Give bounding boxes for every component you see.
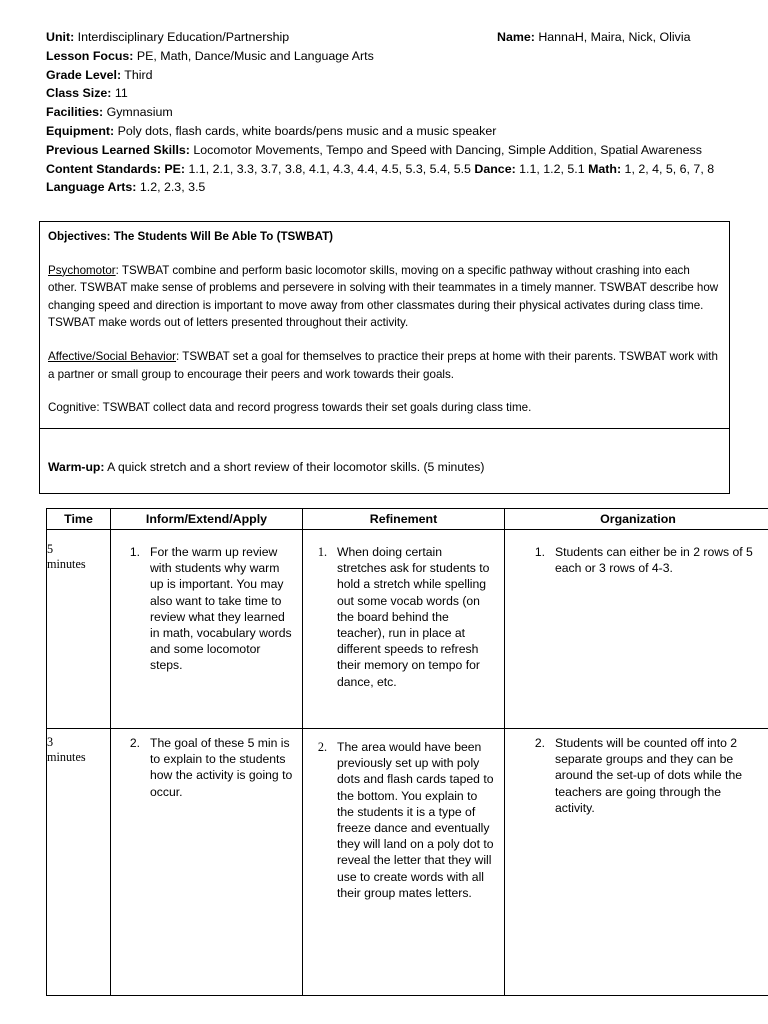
item-text: For the warm up review with students why warm up is important. You may also want to take time to review what they learned in math, vocabulary words and some locomotor steps. [150,545,292,673]
standards-math-label: Math: [588,161,622,176]
lesson-header [46,28,736,197]
inform-cell [111,530,303,729]
time-value: 5 [47,542,54,556]
skills-label: Previous Learned Skills: [46,142,190,157]
class-size-line [46,84,736,103]
item-number: 2. [129,736,140,750]
class-size-value: 11 [111,86,128,101]
unit-value: Interdisciplinary Education/Partnership [74,30,290,44]
time-unit: minutes [47,750,86,764]
time-value: 3 [47,735,54,749]
psychomotor-text: : TSWBAT combine and perform basic locomotor skills, moving on a specific pathway without crashing into each other. TSWBAT make sense of problems and persevere in solving with their teammates in a timely manner. TSWBAT describe how changing speed and direction is important to move away from other classmates during their physical activates during class time. TSWBAT make words out of letters presented throughout their activity. [48,263,719,330]
facilities-label: Facilities: [46,105,104,120]
psychomotor-objective [48,262,721,332]
table-row [47,530,768,729]
standards-dance-value: 1.1, 1.2, 5.1 [515,161,589,176]
item-text: The goal of these 5 min is to explain to the students how the activity is going to occur. [150,736,293,799]
standards-line [46,160,736,198]
table-row [47,729,768,996]
item-text: When doing certain stretches ask for students to hold a stretch while spelling out some vocab words (on the board behind the teacher), run in place at different speeds to refresh their memory on tempo for dance, etc. [337,545,490,689]
standards-dance-label: Dance: [474,161,516,176]
class-size-label: Class Size: [46,86,112,101]
equipment-line [46,122,736,141]
objectives-title: Objectives: The Students Will Be Able To (TSWBAT) [48,230,334,243]
item-number: 2. [534,736,545,750]
item-number: 1. [534,545,545,559]
organization-cell [505,729,768,996]
list-item [111,729,302,800]
item-text: Students can either be in 2 rows of 5 each or 3 rows of 4-3. [555,545,753,576]
affective-objective [48,348,721,383]
warmup-text: A quick stretch and a short review of their locomotor skills. (5 minutes) [104,460,485,474]
grade-value: Third [121,67,153,82]
student-names [497,28,691,47]
time-cell [47,530,111,729]
refinement-cell [303,729,505,996]
time-cell [47,729,111,996]
list-item [505,729,768,816]
warmup-label: Warm-up: [48,460,105,474]
objectives-box [39,221,730,429]
standards-pe-label: Content Standards: PE: [46,161,186,176]
list-item [111,530,302,674]
header-time: Time [47,509,111,530]
refinement-cell [303,530,505,729]
focus-label: Lesson Focus: [46,48,134,63]
standards-math-value: 1, 2, 4, 5, 6, 7, 8 [621,161,715,176]
focus-line [46,47,736,66]
list-item [303,530,504,690]
equipment-value: Poly dots, flash cards, white boards/pens music and a music speaker [114,123,497,138]
header-inform: Inform/Extend/Apply [111,509,303,530]
item-text: The area would have been previously set up with poly dots and flash cards taped to the bottom. You explain to the students it is a type of freeze dance and eventually they will land on a poly dot to reveal the letter that they will use to create words with all their group mates letters. [337,740,494,900]
facilities-value: Gymnasium [103,105,173,120]
equipment-label: Equipment: [46,123,115,138]
psychomotor-label: Psychomotor [48,263,116,277]
affective-label: Affective/Social Behavior [48,349,177,363]
warmup-box [39,429,730,494]
unit-label: Unit: [46,30,75,44]
cognitive-objective: Cognitive: TSWBAT collect data and record progress towards their set goals during class time. [48,401,532,415]
list-item [303,729,504,901]
name-label: Name: [497,30,535,44]
item-number: 1. [129,545,140,559]
skills-line [46,141,736,160]
standards-la-value: 1.2, 2.3, 3.5 [136,180,206,195]
organization-cell [505,530,768,729]
header-organization: Organization [505,509,768,530]
inform-cell [111,729,303,996]
time-unit: minutes [47,557,86,571]
focus-value: PE, Math, Dance/Music and Language Arts [133,48,374,63]
grade-line [46,66,736,85]
name-value: HannaH, Maira, Nick, Olivia [534,30,691,44]
standards-la-label: Language Arts: [46,180,137,195]
item-text: Students will be counted off into 2 separate groups and they can be around the set-up of dots while the teachers are going through the activity. [555,736,742,815]
item-number: 1. [317,545,327,559]
standards-pe-value: 1.1, 2.1, 3.3, 3.7, 3.8, 4.1, 4.3, 4.4, 4.5, 5.3, 5.4, 5.5 [185,161,475,176]
header-refinement: Refinement [303,509,505,530]
table-header-row [47,509,768,530]
affective-text: : TSWBAT set a goal for themselves to practice their preps at home with their parents. TSWBAT work with a partner or small group to encourage their peers and work towards their goals. [48,349,718,381]
facilities-line [46,103,736,122]
grade-label: Grade Level: [46,67,122,82]
list-item [505,530,768,576]
activity-table [46,508,768,996]
item-number: 2. [317,740,327,754]
skills-value: Locomotor Movements, Tempo and Speed with Dancing, Simple Addition, Spatial Awareness [189,142,702,157]
